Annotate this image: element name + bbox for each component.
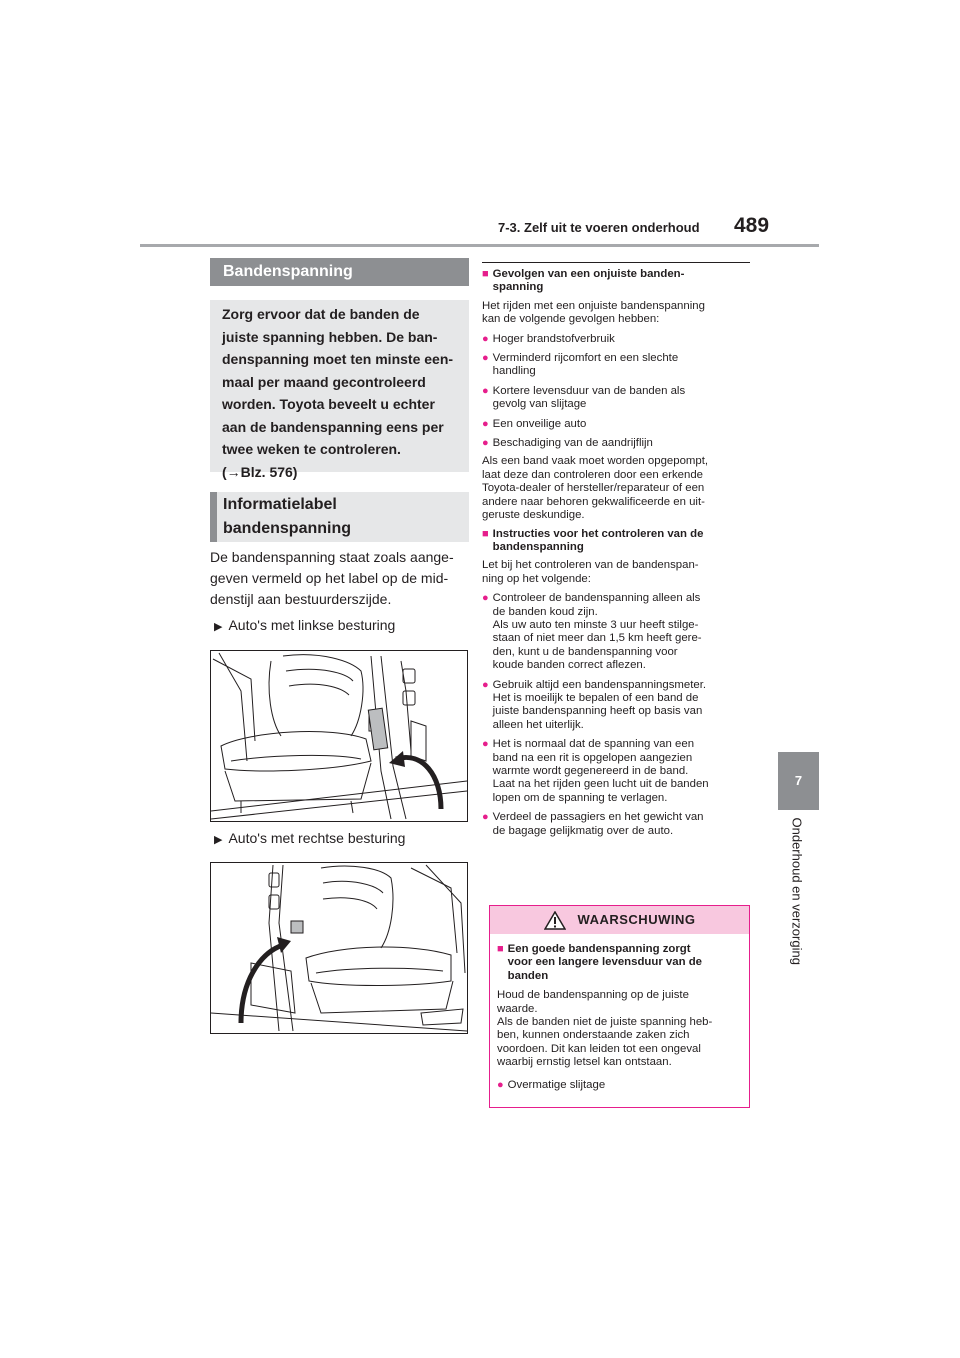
figure-left-hand-drive (210, 650, 468, 822)
dot-bullet-icon: ● (482, 678, 489, 691)
list-item-line: den, kunt u de bandenspanning voor (492, 645, 678, 658)
paragraph-line: Toyota-dealer of hersteller/reparateur of een (482, 482, 705, 495)
caption-text: Auto's met linkse besturing (228, 617, 396, 633)
paragraph-line: voordoen. Dit kan leiden tot een ongeval (497, 1042, 701, 1055)
list-item-line: handling (492, 365, 536, 378)
triangle-bullet-icon: ▶ (214, 834, 223, 846)
dot-bullet-icon: ● (482, 437, 489, 450)
heading-instructions (482, 528, 750, 555)
list-item-line: Het is normaal dat de spanning van een (492, 738, 695, 751)
caption-text: Auto's met rechtse besturing (228, 830, 406, 846)
paragraph-line: Let bij het controleren van de bandenspan- (482, 559, 699, 572)
list-item-line: Overmatige slijtage (507, 1078, 606, 1091)
subsection-title-line: bandenspanning (223, 520, 351, 537)
body-line: denstijl aan bestuurderszijde. (210, 591, 392, 607)
list-item-line: band na een rit is opgelopen aangezien (492, 751, 693, 764)
paragraph (482, 300, 750, 327)
heading-line: voor een langere levensduur van de (507, 956, 702, 969)
intro-line: maal per maand gecontroleerd (222, 373, 426, 390)
paragraph-line: Als de banden niet de juiste spanning heb- (497, 1016, 713, 1029)
paragraph-line: geruste deskundige. (482, 509, 585, 522)
subsection-title-line: Informatielabel (223, 496, 337, 513)
list-item (482, 418, 750, 431)
heading-line: Instructies voor het controleren van de (492, 527, 704, 540)
paragraph-line: laat deze dan controleren door een erkende (482, 468, 704, 481)
list-item (482, 437, 750, 450)
list-item-line: Als uw auto ten minste 3 uur heeft stilge- (492, 618, 699, 631)
warning-paragraph (497, 989, 742, 1069)
list-item-line: de banden koud zijn. (492, 605, 598, 618)
list-item-line: de bagage gelijkmatig over de auto. (492, 824, 674, 837)
list-item (482, 679, 750, 733)
warning-body (490, 934, 749, 1096)
dot-bullet-icon: ● (497, 1078, 504, 1091)
intro-box (210, 300, 469, 480)
paragraph (482, 455, 750, 522)
right-column (482, 262, 750, 838)
list-item-line: staan of niet meer dan 1,5 km heeft gere- (492, 632, 702, 645)
dot-bullet-icon: ● (482, 811, 489, 824)
running-header-section: 7-3. Zelf uit te voeren onderhoud (498, 220, 700, 235)
paragraph-line: Houd de bandenspanning op de juiste (497, 989, 689, 1002)
intro-line: twee weken te controleren. (222, 441, 401, 457)
figure-right-hand-drive (210, 862, 468, 1034)
intro-line: aan de bandenspanning eens per (222, 418, 444, 435)
paragraph-line: kan de volgende gevolgen hebben: (482, 313, 660, 326)
heading-line: banden (507, 969, 549, 982)
list-item-line: warmte wordt gegenereerd in de band. (492, 765, 689, 777)
list-item-line: Een onveilige auto (492, 417, 587, 430)
list-item-line: alleen het uiterlijk. (492, 718, 584, 731)
list-item (482, 811, 750, 838)
body-line: geven vermeld op het label op de mid- (210, 570, 449, 586)
list-item-line: Het is moeilijk te bepalen of een band de (492, 691, 699, 704)
heading-consequences (482, 268, 750, 295)
list-item-line: Beschadiging van de aandrijflijn (492, 437, 653, 450)
list-item-line: juiste bandenspanning heeft op basis van (492, 705, 703, 718)
paragraph-line: ben, kunnen onderstaande zaken zich (497, 1029, 690, 1042)
list-item (482, 333, 750, 346)
list-item-line: Verminderd rijcomfort en een slechte (492, 352, 679, 365)
list-item-line: Hoger brandstofverbruik (492, 332, 615, 345)
chapter-tab-title: Onderhoud en verzorging (789, 817, 805, 965)
paragraph-line: ning op het volgende: (482, 572, 591, 585)
figure-caption-left (214, 615, 395, 638)
paragraph-line: waarde. (497, 1002, 538, 1015)
paragraph-line: andere naar behoren gekwalificeerde en uit- (482, 495, 705, 508)
list-item-line: gevolg van slijtage (492, 398, 587, 411)
dot-bullet-icon: ● (482, 384, 489, 397)
section-title: Bandenspanning (210, 258, 469, 286)
paragraph-line: Als een band vaak moet worden opgepompt, (482, 455, 709, 468)
square-bullet-icon: ■ (482, 527, 489, 540)
square-bullet-icon: ■ (482, 268, 489, 280)
intro-line: Zorg ervoor dat de banden de (222, 306, 420, 322)
list-item (497, 1079, 742, 1092)
list-item-line: Controleer de bandenspanning alleen als (492, 592, 701, 605)
warning-triangle-icon (544, 911, 566, 930)
list-item (482, 592, 750, 672)
triangle-bullet-icon: ▶ (214, 621, 223, 633)
intro-line: juiste spanning hebben. De ban- (222, 328, 438, 345)
tire-label (368, 708, 387, 750)
list-item (482, 385, 750, 412)
seat-illustration-rhd (211, 863, 467, 1033)
list-item-line: lopen om de spanning te verlagen. (492, 791, 668, 804)
heading-line: Een goede bandenspanning zorgt (507, 943, 691, 955)
dot-bullet-icon: ● (482, 738, 489, 751)
paragraph (482, 559, 750, 586)
seat-illustration-lhd (211, 651, 467, 821)
chapter-tab: 7 (778, 752, 819, 810)
dot-bullet-icon: ● (482, 332, 489, 345)
column-top-rule (482, 262, 750, 263)
body-line: De bandenspanning staat zoals aange- (210, 549, 454, 565)
warning-title: WAARSCHUWING (577, 912, 696, 928)
subsection-title (210, 492, 469, 542)
warning-header (490, 906, 749, 934)
square-bullet-icon: ■ (497, 943, 504, 955)
dot-bullet-icon: ● (482, 592, 489, 605)
intro-line: worden. Toyota beveelt u echter (222, 396, 435, 412)
paragraph-line: waarbij ernstig letsel kan ontstaan. (497, 1056, 672, 1069)
dot-bullet-icon: ● (482, 352, 489, 365)
list-item (482, 352, 750, 379)
list-item (482, 738, 750, 805)
heading-line: bandenspanning (492, 540, 584, 553)
list-item-line: Laat na het rijden geen lucht uit de banden (492, 778, 709, 791)
paragraph-line: Het rijden met een onjuiste bandenspanning (482, 299, 705, 312)
list-item-line: koude banden correct aflezen. (492, 659, 646, 672)
chapter-tab-title-wrap (787, 818, 807, 978)
intro-line: denspanning moet ten minste een- (222, 351, 454, 367)
body-text (210, 547, 472, 610)
heading-line: Gevolgen van een onjuiste banden- (492, 268, 685, 280)
list-item-line: Verdeel de passagiers en het gewicht van (492, 811, 704, 824)
tire-label (291, 921, 303, 933)
page-reference-link[interactable]: (→Blz. 576) (222, 463, 298, 480)
warning-box (489, 905, 750, 1108)
list-item-line: Kortere levensduur van de banden als (492, 384, 686, 397)
list-item-line: Gebruik altijd een bandenspanningsmeter. (492, 678, 707, 691)
header-rule (140, 244, 819, 247)
dot-bullet-icon: ● (482, 417, 489, 430)
page-number: 489 (734, 214, 770, 237)
figure-caption-right (214, 828, 405, 851)
heading-line: spanning (492, 281, 544, 294)
warning-heading (497, 943, 742, 983)
